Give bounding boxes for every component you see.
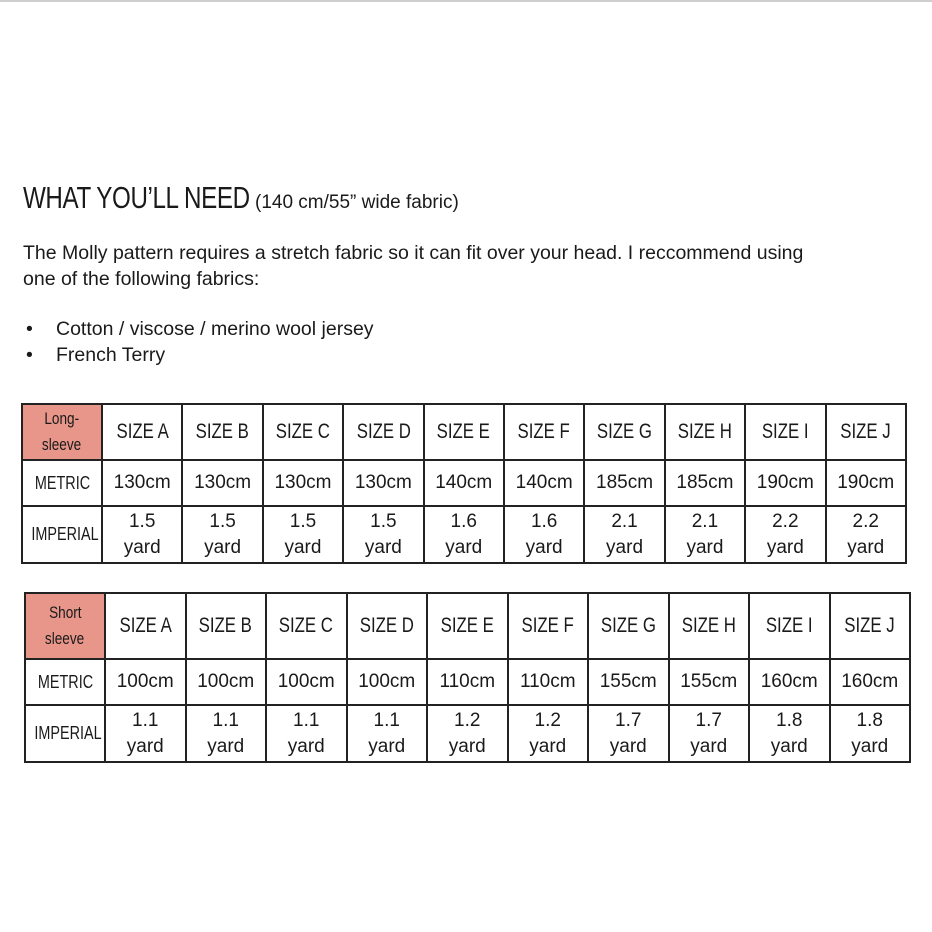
metric-value-cell-text: 100cm	[116, 671, 174, 692]
metric-value-cell-text: 160cm	[841, 671, 899, 692]
size-header-cell-text: SIZE J	[844, 613, 895, 637]
size-header-cell	[665, 404, 745, 460]
size-header-cell	[427, 593, 508, 659]
imperial-value: 2.1	[691, 510, 719, 532]
imperial-row-label	[25, 705, 105, 762]
metric-value-cell-text: 190cm	[756, 472, 814, 493]
metric-value-cell-text: 155cm	[680, 671, 738, 692]
imperial-value: 1.6	[530, 510, 558, 532]
imperial-value: 1.1	[293, 709, 320, 731]
imperial-value-cell	[343, 506, 423, 563]
sleeve-type-label: sleeve	[42, 435, 82, 454]
metric-value-cell	[669, 659, 750, 705]
top-divider	[0, 0, 932, 2]
imperial-value: 1.5	[289, 510, 317, 532]
metric-value-cell	[826, 460, 906, 506]
size-header-cell	[343, 404, 423, 460]
imperial-value-cell	[830, 705, 911, 762]
size-header-cell-text: SIZE C	[279, 613, 334, 637]
size-header-cell-text: SIZE G	[596, 419, 653, 443]
size-header-cell-text: SIZE I	[765, 613, 813, 637]
sleeve-type-label: sleeve	[45, 629, 85, 648]
size-header-cell-text: SIZE G	[600, 613, 656, 637]
metric-value-cell-text: 130cm	[354, 472, 412, 493]
metric-value-cell	[508, 659, 589, 705]
metric-value-cell-text: 155cm	[599, 671, 657, 692]
metric-value-cell	[749, 659, 830, 705]
metric-value-cell	[588, 659, 669, 705]
imperial-value-cell	[186, 705, 267, 762]
metric-value-cell	[182, 460, 262, 506]
metric-value-cell-text: 140cm	[435, 472, 493, 493]
table-row-sizes	[25, 593, 910, 659]
metric-value-cell	[830, 659, 911, 705]
metric-value-cell-text: 100cm	[197, 671, 255, 692]
table-row-imperial	[22, 506, 906, 563]
size-header-cell-text: SIZE F	[521, 613, 574, 637]
table-row-metric	[25, 659, 910, 705]
imperial-value-cell	[508, 705, 589, 762]
metric-value-cell	[105, 659, 186, 705]
metric-value-cell-text: 185cm	[596, 472, 654, 493]
imperial-row-label-text: IMPERIAL	[34, 723, 102, 743]
imperial-unit: yard	[287, 735, 325, 757]
imperial-unit: yard	[445, 536, 483, 558]
imperial-value-cell	[749, 705, 830, 762]
metric-value-cell	[665, 460, 745, 506]
sleeve-type-header	[22, 404, 102, 460]
fabric-list	[23, 316, 374, 368]
imperial-value-cell	[263, 506, 343, 563]
imperial-value-cell	[266, 705, 347, 762]
metric-row-label	[22, 460, 102, 506]
imperial-unit: yard	[690, 735, 728, 757]
imperial-value-cell	[584, 506, 664, 563]
size-header-cell	[504, 404, 584, 460]
imperial-value-cell	[347, 705, 428, 762]
section-title: WHAT YOU’LL NEED	[23, 180, 250, 215]
size-header-cell	[584, 404, 664, 460]
metric-value-cell	[427, 659, 508, 705]
imperial-value-cell	[669, 705, 750, 762]
imperial-value: 1.2	[454, 709, 481, 731]
imperial-value-cell	[665, 506, 745, 563]
table-row-imperial	[25, 705, 910, 762]
table-row-sizes	[22, 404, 906, 460]
imperial-value: 2.2	[852, 510, 879, 532]
section-heading	[23, 180, 459, 216]
metric-value-cell-text: 190cm	[837, 472, 895, 493]
size-header-cell	[745, 404, 825, 460]
imperial-unit: yard	[851, 735, 889, 757]
size-header-cell-text: SIZE D	[356, 419, 411, 443]
fabric-item-label: Cotton / viscose / merino wool jersey	[56, 318, 374, 340]
imperial-value-cell	[105, 705, 186, 762]
size-header-cell-text: SIZE H	[677, 419, 732, 443]
bullet-icon: •	[26, 318, 33, 340]
imperial-value-cell	[182, 506, 262, 563]
imperial-unit: yard	[529, 735, 567, 757]
metric-value-cell-text: 100cm	[277, 671, 335, 692]
imperial-value-cell	[504, 506, 584, 563]
metric-value-cell-text: 110cm	[519, 671, 576, 692]
size-header-cell-text: SIZE E	[437, 419, 491, 443]
size-header-cell-text: SIZE J	[840, 419, 891, 443]
metric-value-cell-text: 130cm	[113, 472, 171, 493]
intro-paragraph	[23, 240, 903, 292]
intro-line-2: one of the following fabrics:	[23, 268, 260, 290]
imperial-value: 1.5	[128, 510, 156, 532]
metric-row-label-text: METRIC	[37, 671, 93, 692]
metric-value-cell	[266, 659, 347, 705]
list-item	[23, 342, 374, 368]
imperial-value: 1.5	[370, 510, 397, 532]
long-sleeve-size-table	[21, 403, 907, 564]
list-item	[23, 316, 374, 342]
metric-value-cell	[584, 460, 664, 506]
size-header-cell-text: SIZE I	[761, 419, 809, 443]
imperial-value: 1.5	[209, 510, 236, 532]
size-header-cell	[669, 593, 750, 659]
imperial-unit: yard	[204, 536, 242, 558]
imperial-unit: yard	[364, 536, 402, 558]
sleeve-type-label: Short	[48, 603, 82, 622]
metric-value-cell-text: 100cm	[358, 671, 416, 692]
imperial-unit: yard	[770, 735, 808, 757]
size-header-cell-text: SIZE H	[681, 613, 736, 637]
metric-value-cell	[102, 460, 182, 506]
size-header-cell	[588, 593, 669, 659]
imperial-unit: yard	[609, 735, 647, 757]
size-header-cell-text: SIZE B	[195, 419, 250, 443]
size-header-cell	[266, 593, 347, 659]
metric-value-cell-text: 160cm	[760, 671, 818, 692]
imperial-unit: yard	[123, 536, 161, 558]
size-header-cell-text: SIZE C	[275, 419, 331, 443]
imperial-value: 1.8	[776, 709, 803, 731]
imperial-value: 1.1	[212, 709, 239, 731]
size-header-cell-text: SIZE F	[518, 419, 571, 443]
metric-value-cell-text: 130cm	[194, 472, 252, 493]
imperial-unit: yard	[448, 735, 486, 757]
size-header-cell-text: SIZE E	[440, 613, 494, 637]
metric-value-cell	[424, 460, 504, 506]
imperial-unit: yard	[284, 536, 322, 558]
sleeve-type-label: Long-	[44, 409, 80, 428]
imperial-value: 1.7	[615, 709, 642, 731]
size-header-cell-text: SIZE D	[359, 613, 414, 637]
metric-value-cell	[347, 659, 428, 705]
imperial-value: 1.1	[373, 709, 400, 731]
size-header-cell	[263, 404, 343, 460]
imperial-value-cell	[826, 506, 906, 563]
imperial-value-cell	[588, 705, 669, 762]
imperial-unit: yard	[606, 536, 644, 558]
metric-value-cell-text: 110cm	[439, 671, 496, 692]
imperial-unit: yard	[126, 735, 164, 757]
metric-value-cell	[343, 460, 423, 506]
imperial-row-label	[22, 506, 102, 563]
size-header-cell	[508, 593, 589, 659]
imperial-value: 1.2	[534, 709, 561, 731]
imperial-value-cell	[424, 506, 504, 563]
imperial-unit: yard	[686, 536, 724, 558]
size-header-cell	[102, 404, 182, 460]
size-header-cell	[186, 593, 267, 659]
imperial-value-cell	[745, 506, 825, 563]
size-header-cell-text: SIZE B	[199, 613, 253, 637]
imperial-unit: yard	[847, 536, 885, 558]
metric-value-cell	[504, 460, 584, 506]
imperial-value: 1.8	[856, 709, 883, 731]
imperial-value: 2.1	[611, 510, 638, 532]
size-header-cell	[347, 593, 428, 659]
size-header-cell	[424, 404, 504, 460]
imperial-unit: yard	[766, 536, 804, 558]
metric-row-label-text: METRIC	[34, 472, 90, 493]
metric-value-cell	[745, 460, 825, 506]
metric-value-cell-text: 185cm	[676, 472, 734, 493]
imperial-value: 2.2	[772, 510, 799, 532]
metric-value-cell	[186, 659, 267, 705]
size-header-cell-text: SIZE A	[116, 419, 169, 443]
imperial-value: 1.6	[450, 510, 477, 532]
size-header-cell	[182, 404, 262, 460]
imperial-unit: yard	[525, 536, 563, 558]
size-header-cell	[826, 404, 906, 460]
section-subtitle: (140 cm/55” wide fabric)	[255, 192, 459, 213]
metric-value-cell-text: 130cm	[274, 472, 332, 493]
size-header-cell	[749, 593, 830, 659]
imperial-value-cell	[427, 705, 508, 762]
size-header-cell	[830, 593, 911, 659]
sleeve-type-header	[25, 593, 105, 659]
imperial-value: 1.7	[695, 709, 722, 731]
table-row-metric	[22, 460, 906, 506]
imperial-value-cell	[102, 506, 182, 563]
imperial-value: 1.1	[132, 709, 159, 731]
size-header-cell-text: SIZE A	[119, 613, 172, 637]
imperial-unit: yard	[207, 735, 245, 757]
bullet-icon: •	[26, 344, 33, 366]
imperial-row-label-text: IMPERIAL	[31, 524, 99, 544]
fabric-item-label: French Terry	[56, 344, 166, 366]
size-header-cell	[105, 593, 186, 659]
imperial-unit: yard	[368, 735, 406, 757]
metric-value-cell-text: 140cm	[515, 472, 573, 493]
metric-value-cell	[263, 460, 343, 506]
short-sleeve-size-table	[24, 592, 911, 763]
intro-line-1: The Molly pattern requires a stretch fabric so it can fit over your head. I reccommend using	[23, 242, 804, 264]
metric-row-label	[25, 659, 105, 705]
